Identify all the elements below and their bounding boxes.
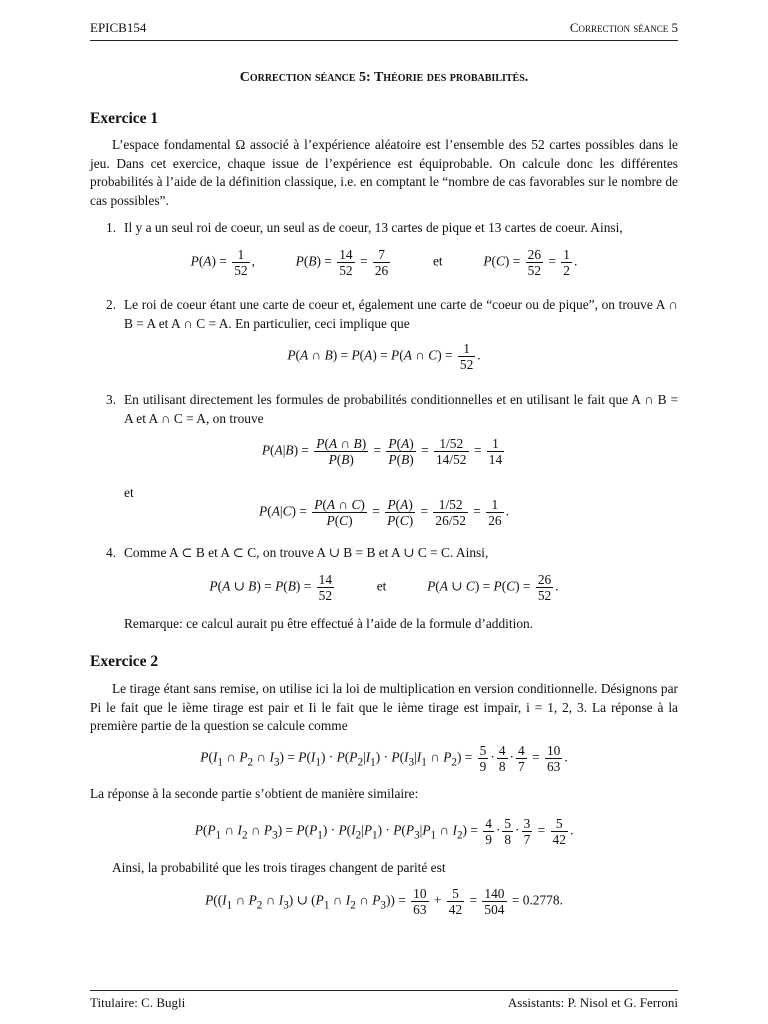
list-item-2 [108, 296, 678, 333]
page-header [90, 20, 678, 41]
equation-7: $P(P_1$ ∩ $I_2$ ∩ $P_3) = P(P_1) \cdot P(I_2|P_1) \cdot P(P_3|P_1$ ∩ $I_2$) = $\frac{4}{9}$ · $\frac{5}{8}$ · $\frac{3}{7}$ = $\frac{5}{42}$ . [194, 816, 574, 847]
exercise-1-heading: Exercice 1 [90, 110, 159, 127]
item-text: En utilisant directement les formules de probabilités conditionnelles et en utilisant le fait que A ∩ B = A et A ∩ C = A, on trouve [124, 392, 678, 426]
item-text: Le roi de coeur étant une carte de coeur et, également une carte de “coeur ou de pique”, on trouve A ∩ B = A et A ∩ C = A. En particulier, ceci implique que [124, 297, 678, 331]
course-code: EPICB154 [90, 20, 147, 35]
item-number: 2. [106, 297, 117, 312]
exercise-2-second: La réponse à la seconde partie s’obtient de manière similaire: [90, 786, 419, 801]
equation-3: P(A|B) = $\frac{P(A \cap B)}{P(B)}$ = $\frac{P(A)}{P(B)}$ = $\frac{1/52}{14/52}$ = $\frac{1}{14}$ [261, 436, 503, 467]
equation-4: P(A|C) = $\frac{P(A \cap C)}{P(C)}$ = $\frac{P(A)}{P(C)}$ = $\frac{1/52}{26/52}$ = $\frac{1}{26}$ . [259, 497, 509, 528]
list-item-3 [108, 391, 678, 428]
exercise-2-third: Ainsi, la probabilité que les trois tirages changent de parité est [112, 860, 446, 875]
exercise-1-intro: L’espace fondamental Ω associé à l’expérience aléatoire est l’ensemble des 52 cartes possibles dans le jeu. Dans cet exercice, chaque issue de l’expérience est équiprobable. On calcule donc les différentes probabilités à l’aide de la définition classique, i.e. en comptant le “nombre de cas favorables sur le nombre de cas possibles”. [90, 137, 678, 208]
exercise-2-heading: Exercice 2 [90, 653, 159, 670]
footer-assistants: Assistants: P. Nisol et G. Ferroni [507, 995, 678, 1010]
item-text: Comme A ⊂ B et A ⊂ C, on trouve A ∪ B = B et A ∪ C = C. Ainsi, [124, 545, 489, 560]
equation-8: $P((I_1$ ∩ $P_2$ ∩ $I_3$) ∪ ($P_1$ ∩ $I_2$ ∩ $P_3$)) = $\frac{10}{63}$ + $\frac{5}{42}$ = $\frac{140}{504}$ = 0.2778. [205, 886, 563, 917]
equation-5: P(A ∪ B) = P(B) = $\frac{14}{52}$ et P(A ∪ C) = P(C) = $\frac{26}{52}$ . [209, 572, 559, 603]
item-text: Il y a un seul roi de coeur, un seul as de coeur, 13 cartes de pique et 13 cartes de coeur. Ainsi, [124, 220, 623, 235]
remark: Remarque: ce calcul aurait pu être effectué à l’aide de la formule d’addition. [124, 616, 534, 631]
connector-et: et [124, 485, 134, 500]
item-number: 4. [106, 545, 117, 560]
exercise-2-intro: Le tirage étant sans remise, on utilise ici la loi de multiplication en version conditionnelle. Désignons par Pi le fait que le ième tirage est pair et Ii le fait que le ième tirage est impair, i = 1, 2, 3. La réponse à la première partie de la question se calcule comme [90, 681, 678, 733]
equation-1: P(A) = $\frac{1}{52}$ , P(B) = $\frac{14}{52}$ = $\frac{7}{26}$ et P(C) = $\frac{26}{52}$ = $\frac{1}{2}$ . [190, 247, 578, 278]
page-footer [90, 990, 678, 1010]
list-item-1 [108, 219, 678, 238]
list-item-4 [108, 544, 678, 563]
header-title: Correction séance 5 [569, 20, 678, 35]
equation-2: P(A ∩ B) = P(A) = P(A ∩ C) = $\frac{1}{52}$ . [287, 341, 481, 372]
item-number: 3. [106, 392, 117, 407]
item-number: 1. [106, 220, 117, 235]
footer-lecturer: Titulaire: C. Bugli [90, 995, 186, 1010]
document-title: Correction séance 5: Théorie des probabilités. [239, 70, 529, 85]
equation-6: $P(I_1$ ∩ $P_2$ ∩ $I_3) = P(I_1) \cdot P(P_2|I_1) \cdot P(I_3|I_1$ ∩ $P_2$) = $\frac{5}{9}$ · $\frac{4}{8}$ · $\frac{4}{7}$ = $\frac{10}{63}$ . [200, 743, 568, 774]
